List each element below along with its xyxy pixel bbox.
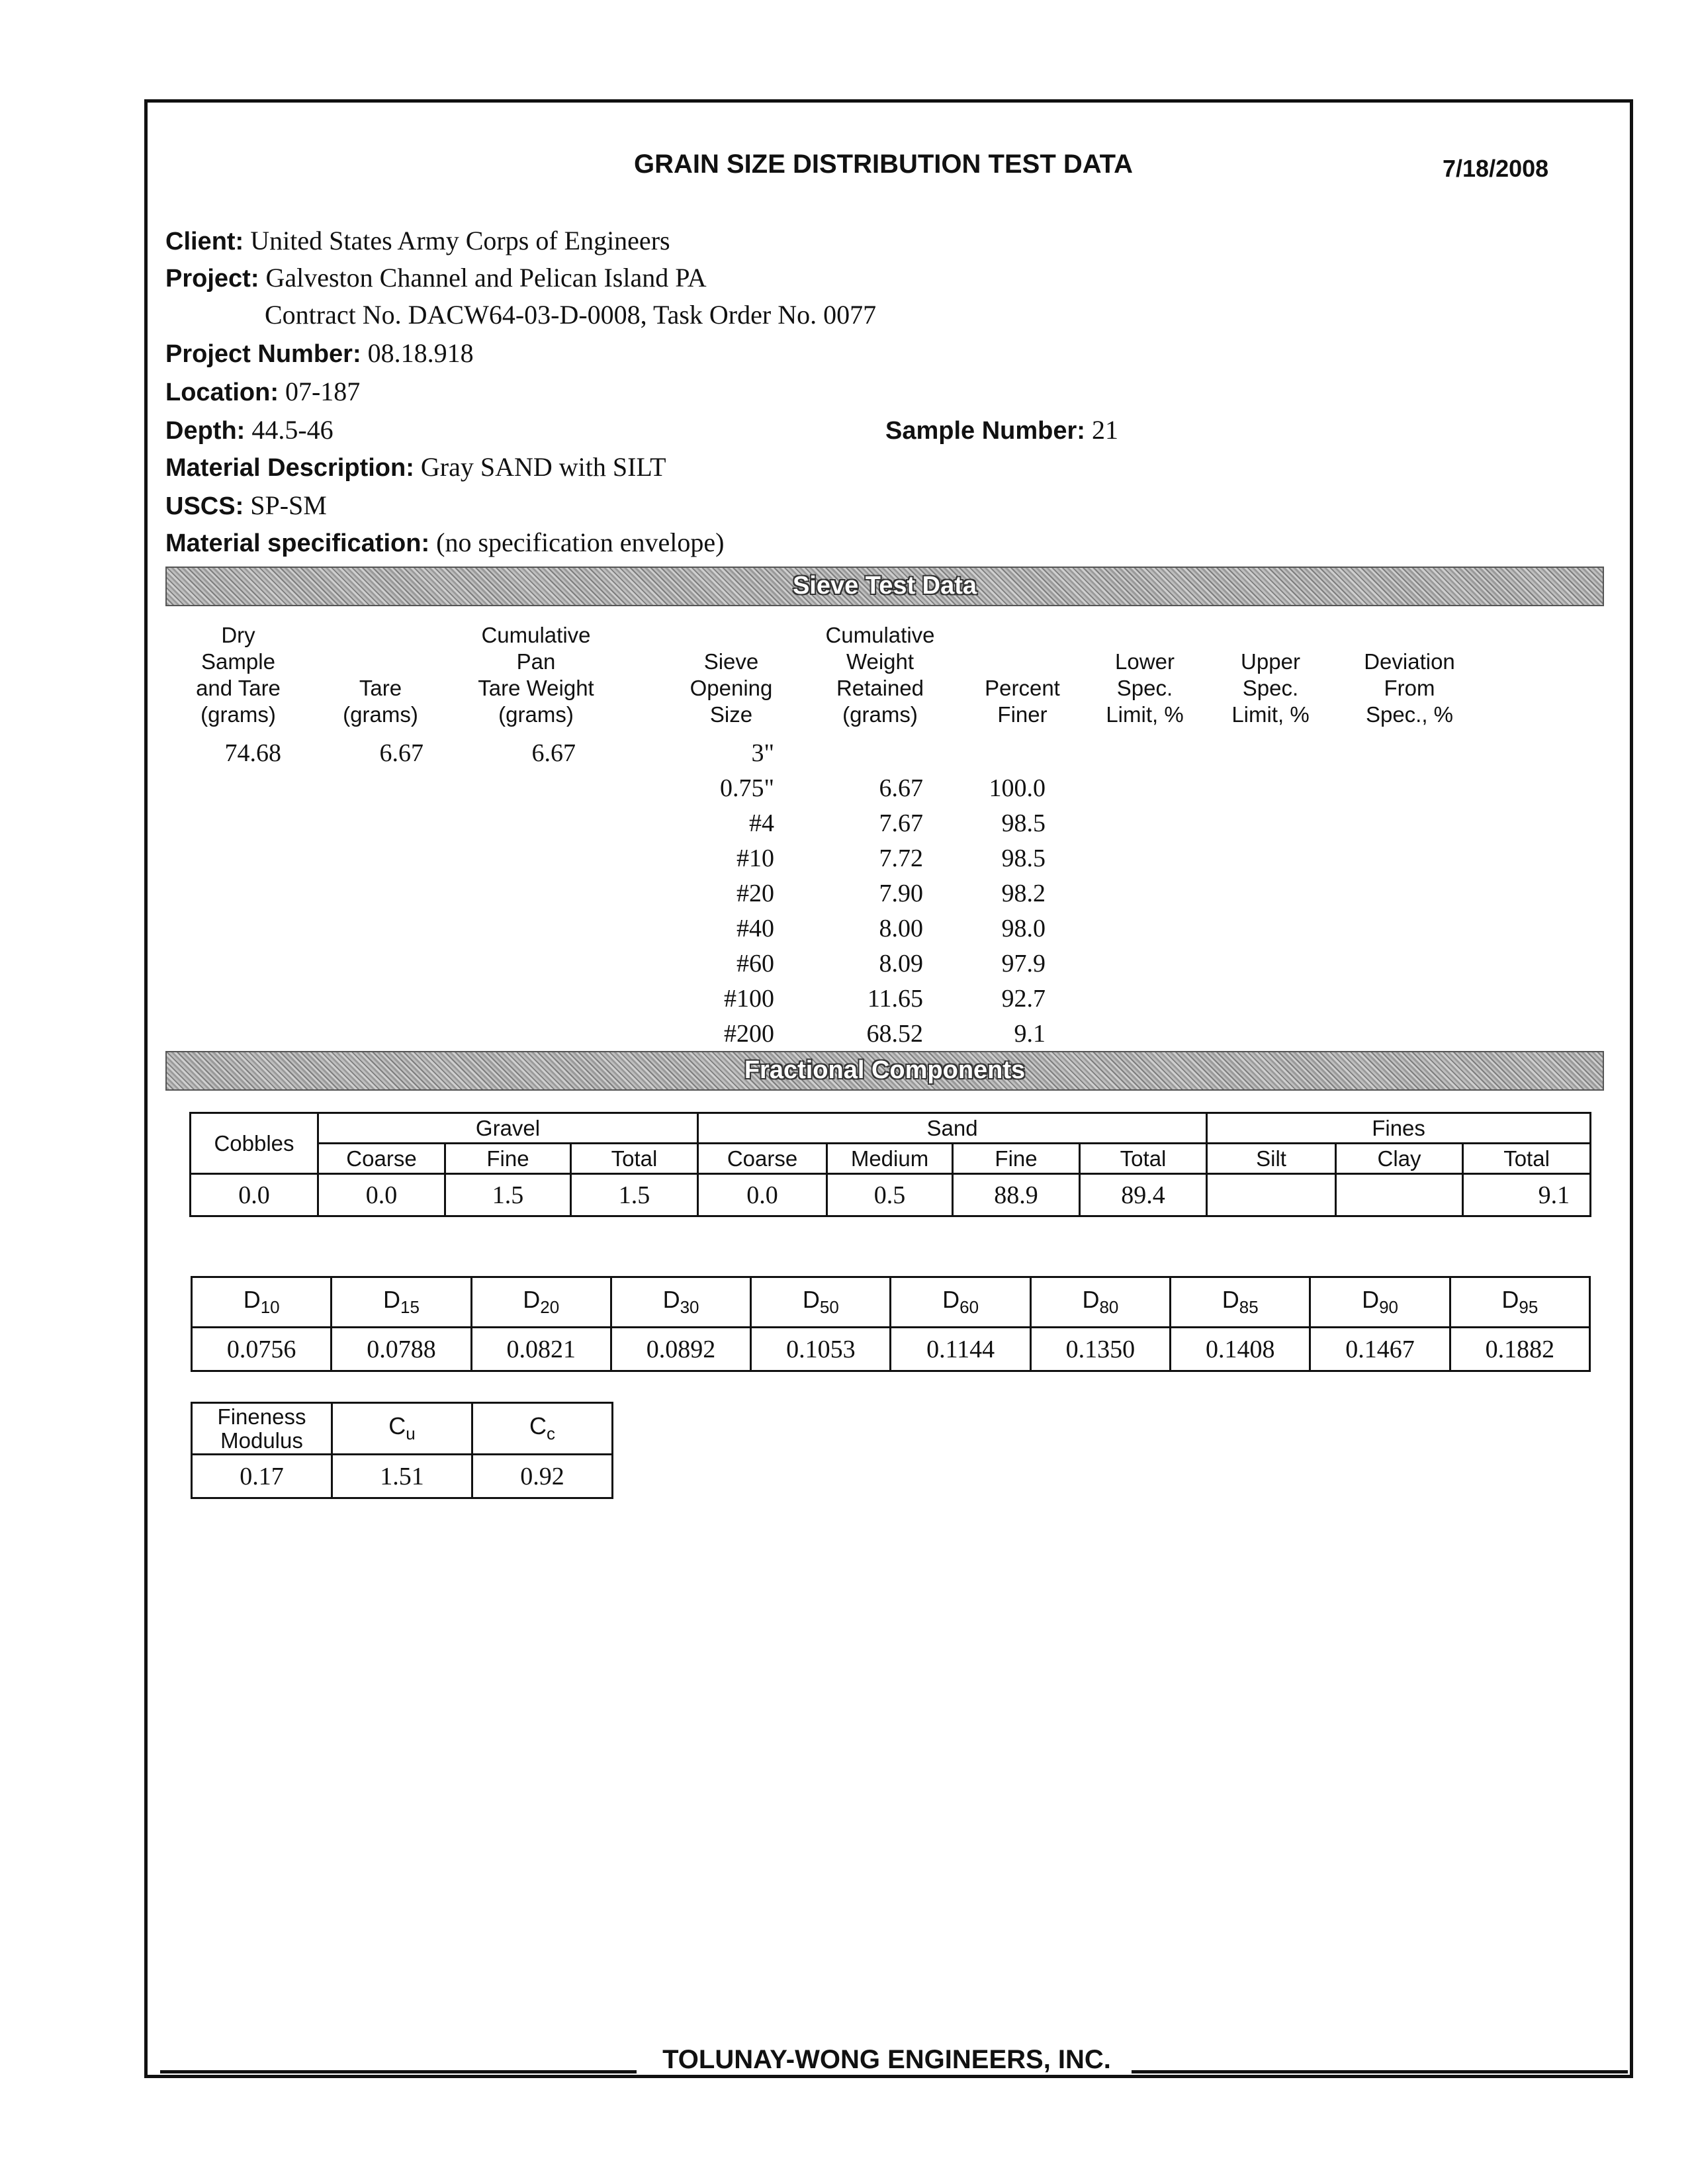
col-lower-spec-l2: Spec. — [1116, 676, 1173, 700]
sample-number-label: Sample Number: — [885, 417, 1085, 445]
fines-total-value: 9.1 — [1463, 1174, 1591, 1216]
col-tare — [324, 675, 437, 728]
col-pan-tare-l3: Tare Weight — [478, 676, 594, 700]
d-letter: D — [523, 1286, 541, 1314]
d85-value: 0.1408 — [1171, 1328, 1310, 1371]
report-title: GRAIN SIZE DISTRIBUTION TEST DATA — [633, 150, 1134, 179]
gravel-coarse-value: 0.0 — [318, 1174, 445, 1216]
contract-value: Contract No. DACW64-03-D-0008, Task Order No. 0077 — [265, 300, 877, 330]
col-sieve-size-l1: Sieve — [703, 649, 759, 674]
percent-finer-cell: 98.5 — [1001, 809, 1046, 837]
d-letter: D — [662, 1286, 680, 1314]
depth-line — [165, 414, 334, 445]
d-subscript: 85 — [1239, 1297, 1259, 1318]
d-subscript: 95 — [1519, 1297, 1538, 1318]
d95-header — [1450, 1277, 1589, 1328]
d-subscript: 20 — [540, 1297, 560, 1318]
col-dry-sample — [172, 622, 304, 728]
fractional-value-row — [191, 1174, 1591, 1216]
sand-medium-header: Medium — [827, 1144, 953, 1174]
sieve-size-cell: #40 — [736, 915, 774, 942]
sieve-band-title: Sieve Test Data — [792, 572, 977, 600]
percent-finer-cell: 97.9 — [1001, 950, 1046, 978]
sieve-size-cell: #100 — [724, 985, 774, 1013]
sand-header: Sand — [698, 1113, 1207, 1144]
sieve-test-data-band — [165, 567, 1604, 606]
dry-sample-value: 74.68 — [224, 739, 281, 767]
gravel-fine-header: Fine — [445, 1144, 571, 1174]
cum-weight-cell: 7.72 — [879, 844, 923, 872]
footer-rule-right — [1132, 2070, 1628, 2073]
col-sieve-size-l3: Size — [709, 702, 753, 727]
client-value: United States Army Corps of Engineers — [250, 226, 670, 255]
col-dry-sample-l3: and Tare — [196, 676, 281, 700]
cc-c: C — [529, 1412, 547, 1440]
col-upper-spec-l2: Spec. — [1242, 676, 1299, 700]
col-percent-finer-l1: Percent — [985, 676, 1060, 700]
material-spec-line — [165, 527, 725, 558]
cc-sub: c — [547, 1424, 555, 1444]
sand-fine-header: Fine — [953, 1144, 1080, 1174]
fines-total-header: Total — [1463, 1144, 1591, 1174]
fines-clay-value — [1336, 1174, 1463, 1216]
cum-weight-cell: 8.09 — [879, 950, 923, 978]
fines-header: Fines — [1207, 1113, 1591, 1144]
sieve-size-cell: #200 — [724, 1020, 774, 1048]
d-letter: D — [1501, 1286, 1519, 1314]
col-lower-spec-l3: Limit, % — [1106, 702, 1184, 727]
d50-value: 0.1053 — [751, 1328, 891, 1371]
col-dry-sample-l2: Sample — [201, 649, 275, 674]
sample-number-line — [885, 414, 1118, 445]
project-value: Galveston Channel and Pelican Island PA — [265, 263, 707, 293]
col-deviation-l1: Deviation — [1364, 649, 1455, 674]
pan-tare-value: 6.67 — [531, 739, 576, 767]
cum-weight-cell: 7.67 — [879, 809, 923, 837]
d80-value: 0.1350 — [1030, 1328, 1170, 1371]
project-number-value: 08.18.918 — [367, 338, 474, 368]
sample-number-value: 21 — [1091, 415, 1118, 445]
gravel-header: Gravel — [318, 1113, 698, 1144]
uscs-line — [165, 490, 327, 521]
gravel-total-value: 1.5 — [571, 1174, 698, 1216]
percent-finer-cell: 9.1 — [1014, 1020, 1046, 1048]
sand-coarse-value: 0.0 — [698, 1174, 827, 1216]
col-upper-spec-l1: Upper — [1241, 649, 1300, 674]
uscs-label: USCS: — [165, 492, 244, 520]
col-tare-l1: Tare — [359, 676, 402, 700]
d15-value: 0.0788 — [332, 1328, 471, 1371]
d-letter: D — [382, 1286, 400, 1314]
col-percent-finer-l2: Finer — [997, 702, 1048, 727]
material-spec-value: (no specification envelope) — [436, 527, 725, 557]
fines-silt-header: Silt — [1207, 1144, 1336, 1174]
d-subscript: 60 — [959, 1297, 979, 1318]
location-value: 07-187 — [285, 377, 361, 406]
d95-value: 0.1882 — [1450, 1328, 1589, 1371]
fineness-modulus-value: 0.17 — [192, 1455, 332, 1498]
coefficients-table — [191, 1402, 613, 1499]
d-subscript: 80 — [1099, 1297, 1119, 1318]
d20-value: 0.0821 — [471, 1328, 611, 1371]
d10-header — [192, 1277, 332, 1328]
d20-header — [471, 1277, 611, 1328]
d60-header — [891, 1277, 1030, 1328]
company-footer: TOLUNAY-WONG ENGINEERS, INC. — [662, 2045, 1111, 2074]
cobbles-header: Cobbles — [191, 1113, 318, 1174]
fractional-table — [189, 1112, 1591, 1217]
col-sieve-size — [668, 649, 794, 728]
col-pan-tare-l2: Pan — [516, 649, 556, 674]
gravel-coarse-header: Coarse — [318, 1144, 445, 1174]
location-label: Location: — [165, 379, 279, 406]
sieve-size-cell: #4 — [749, 809, 774, 837]
percent-finer-cell: 100.0 — [989, 774, 1046, 802]
percent-finer-cell: 98.5 — [1001, 844, 1046, 872]
d90-value: 0.1467 — [1310, 1328, 1450, 1371]
d-letter: D — [1082, 1286, 1100, 1314]
project-line — [165, 262, 707, 293]
uscs-value: SP-SM — [250, 490, 327, 520]
cu-sub: u — [406, 1424, 416, 1444]
sieve-size-cell: #60 — [736, 950, 774, 978]
d10-value: 0.0756 — [192, 1328, 332, 1371]
footer-rule-left — [160, 2070, 637, 2073]
client-label: Client: — [165, 228, 244, 255]
material-description-line — [165, 451, 666, 482]
cu-c: C — [388, 1412, 406, 1440]
col-tare-l2: (grams) — [343, 702, 418, 727]
project-number-line — [165, 338, 474, 369]
cum-weight-cell: 6.67 — [879, 774, 923, 802]
col-cum-weight-l1: Cumulative — [825, 623, 935, 647]
d-letter: D — [1362, 1286, 1380, 1314]
col-cum-weight-l2: Weight — [846, 649, 914, 674]
gravel-fine-value: 1.5 — [445, 1174, 571, 1216]
cc-header — [472, 1403, 613, 1455]
col-lower-spec-l1: Lower — [1115, 649, 1175, 674]
d-label-row — [192, 1277, 1590, 1328]
d-subscript: 50 — [819, 1297, 839, 1318]
sieve-size-cell: #20 — [736, 880, 774, 907]
col-pan-tare-l4: (grams) — [498, 702, 574, 727]
project-number-label: Project Number: — [165, 340, 361, 368]
sand-coarse-header: Coarse — [698, 1144, 827, 1174]
d-subscript: 10 — [260, 1297, 280, 1318]
d15-header — [332, 1277, 471, 1328]
depth-value: 44.5-46 — [251, 415, 334, 445]
d-letter: D — [802, 1286, 820, 1314]
fractional-components-band — [165, 1051, 1604, 1091]
fineness-label-l2: Modulus — [220, 1428, 303, 1453]
sand-fine-value: 88.9 — [953, 1174, 1080, 1216]
fines-silt-value — [1207, 1174, 1336, 1216]
d30-value: 0.0892 — [611, 1328, 750, 1371]
material-spec-label: Material specification: — [165, 529, 430, 557]
fineness-modulus-header — [192, 1403, 332, 1455]
cum-weight-cell: 8.00 — [879, 915, 923, 942]
col-upper-spec-l3: Limit, % — [1231, 702, 1310, 727]
fractional-band-title: Fractional Components — [744, 1056, 1026, 1084]
col-pan-tare — [457, 622, 615, 728]
col-sieve-size-l2: Opening — [690, 676, 773, 700]
percent-finer-cell: 98.0 — [1001, 915, 1046, 942]
col-cum-weight — [807, 622, 953, 728]
material-description-value: Gray SAND with SILT — [420, 452, 666, 482]
sieve-size-cell: #10 — [736, 844, 774, 872]
col-upper-spec — [1211, 649, 1330, 728]
sieve-size-cell: 3" — [751, 739, 774, 767]
percent-finer-cell: 92.7 — [1001, 985, 1046, 1013]
d-letter: D — [942, 1286, 960, 1314]
d-letter: D — [1222, 1286, 1239, 1314]
d90-header — [1310, 1277, 1450, 1328]
sand-total-value: 89.4 — [1080, 1174, 1207, 1216]
cu-header — [332, 1403, 472, 1455]
contract-line — [265, 299, 876, 330]
cum-weight-cell: 68.52 — [866, 1020, 923, 1048]
col-dry-sample-l1: Dry — [221, 623, 255, 647]
d50-header — [751, 1277, 891, 1328]
d-value-row — [192, 1328, 1590, 1371]
sand-total-header: Total — [1080, 1144, 1207, 1174]
col-cum-weight-l4: (grams) — [842, 702, 918, 727]
gravel-total-header: Total — [571, 1144, 698, 1174]
d-subscript: 30 — [680, 1297, 699, 1318]
d60-value: 0.1144 — [891, 1328, 1030, 1371]
col-pan-tare-l1: Cumulative — [481, 623, 591, 647]
tare-value: 6.67 — [379, 739, 424, 767]
col-percent-finer — [966, 675, 1079, 728]
fineness-label-l1: Fineness — [217, 1404, 306, 1429]
cum-weight-cell: 7.90 — [879, 880, 923, 907]
d-subscript: 90 — [1379, 1297, 1398, 1318]
material-description-label: Material Description: — [165, 454, 414, 482]
col-lower-spec — [1085, 649, 1204, 728]
cc-value: 0.92 — [472, 1455, 613, 1498]
percent-finer-cell: 98.2 — [1001, 880, 1046, 907]
location-line — [165, 376, 360, 407]
col-cum-weight-l3: Retained — [836, 676, 924, 700]
client-line — [165, 225, 670, 256]
fractional-subheader-row — [191, 1144, 1591, 1174]
fines-clay-header: Clay — [1336, 1144, 1463, 1174]
col-deviation — [1343, 649, 1476, 728]
d30-header — [611, 1277, 750, 1328]
depth-label: Depth: — [165, 417, 245, 445]
d85-header — [1171, 1277, 1310, 1328]
sieve-size-cell: 0.75" — [719, 774, 774, 802]
col-deviation-l3: Spec., % — [1365, 702, 1454, 727]
d80-header — [1030, 1277, 1170, 1328]
cu-value: 1.51 — [332, 1455, 472, 1498]
col-dry-sample-l4: (grams) — [201, 702, 276, 727]
cum-weight-cell: 11.65 — [867, 985, 923, 1013]
d-subscript: 15 — [400, 1297, 420, 1318]
project-label: Project: — [165, 265, 259, 293]
d-values-table — [191, 1276, 1591, 1372]
sand-medium-value: 0.5 — [827, 1174, 953, 1216]
report-date: 7/18/2008 — [1443, 155, 1549, 182]
col-deviation-l2: From — [1384, 676, 1435, 700]
cobbles-value: 0.0 — [191, 1174, 318, 1216]
d-letter: D — [243, 1286, 261, 1314]
